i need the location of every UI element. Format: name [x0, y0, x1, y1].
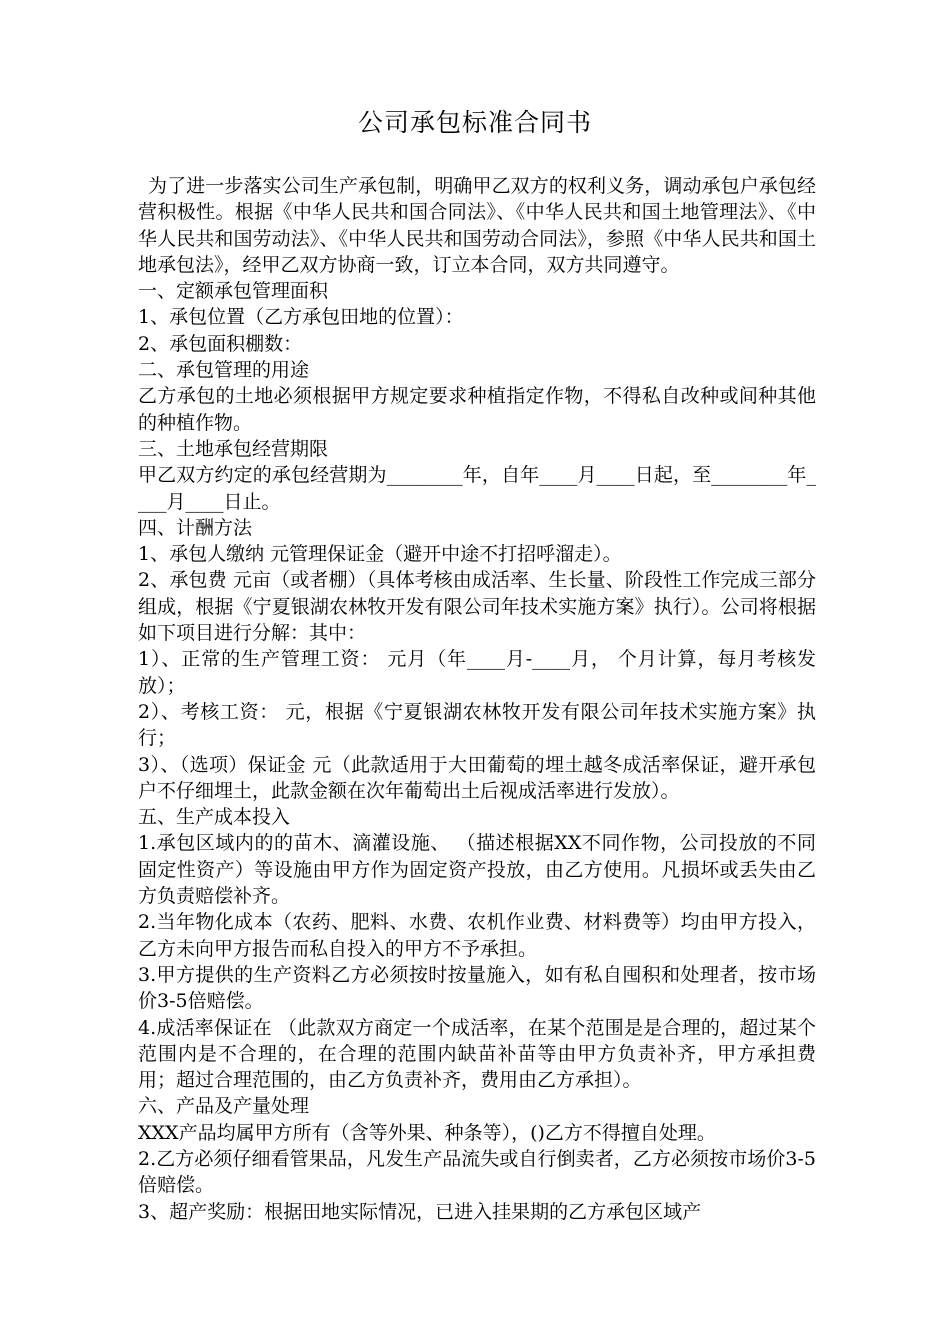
document-title: 公司承包标准合同书 — [357, 108, 592, 137]
clause-4-2: 2、承包费 元亩（或者棚）（具体考核由成活率、生长量、阶段性工作完成三部分组成，根据《宁夏银湖农林牧开发有限公司年技术实施方案》执行）。公司将根据如下项目进行分解：其中： — [138, 569, 816, 645]
clause-6-1: XXX产品均属甲方所有（含等外果、种条等），()乙方不得擅自处理。 — [138, 1121, 716, 1144]
section-heading-2: 二、承包管理的用途 — [138, 359, 310, 382]
clause-5-3: 3.甲方提供的生产资料乙方必须按时按量施入，如有私自囤积和处理者，按市场价3-5倍赔偿。 — [138, 963, 816, 1013]
clause-2-1: 乙方承包的土地必须根据甲方规定要求种植指定作物，不得私自改种或间种其他的种植作物。 — [138, 385, 816, 434]
clause-4-2-2: 2）、考核工资： 元，根据《宁夏银湖农林牧开发有限公司年技术实施方案》执行； — [138, 700, 816, 750]
document-body — [138, 173, 816, 1225]
clause-6-3: 3、超产奖励：根据田地实际情况，已进入挂果期的乙方承包区域产 — [138, 1200, 702, 1223]
clause-3-1: 甲乙双方约定的承包经营期为________年，自年____月____日起，至________年____月____日止。 — [138, 464, 816, 513]
clause-4-2-3: 3）、（选项）保证金 元（此款适用于大田葡萄的埋土越冬成活率保证，避开承包户不仔细埋土，此款金额在次年葡萄出土后视成活率进行发放）。 — [138, 753, 816, 802]
section-heading-6: 六、产品及产量处理 — [138, 1095, 310, 1118]
clause-1-1: 1、承包位置（乙方承包田地的位置）： — [138, 306, 464, 329]
clause-4-2-1: 1）、正常的生产管理工资： 元月（年____月-____月， 个月计算，每月考核发放）； — [138, 648, 816, 697]
clause-5-2: 2.当年物化成本（农药、肥料、水费、农机作业费、材料费等）均由甲方投入，乙方未向甲方报告而私自投入的甲方不予承担。 — [138, 911, 816, 960]
intro-paragraph: 为了进一步落实公司生产承包制，明确甲乙双方的权利义务，调动承包户承包经营积极性。根据《中华人民共和国合同法》、《中华人民共和国土地管理法》、《中华人民共和国劳动法》、《中华人民共和国劳动合同法》，参照《中华人民共和国土地承包法》，经甲乙双方协商一致，订立本合同，双方共同遵守。 — [138, 175, 816, 276]
section-heading-5: 五、生产成本投入 — [138, 806, 291, 829]
clause-1-2: 2、承包面积棚数： — [138, 332, 303, 355]
section-heading-1: 一、定额承包管理面积 — [138, 280, 329, 303]
clause-4-1: 1、承包人缴纳 元管理保证金（避开中途不打招呼溜走）。 — [138, 543, 622, 566]
section-heading-4: 四、计酬方法 — [138, 516, 253, 539]
clause-5-4: 4.成活率保证在 （此款双方商定一个成活率，在某个范围是是合理的，超过某个范围内是不合理的，在合理的范围内缺苗补苗等由甲方负责补齐，甲方承担费用；超过合理范围的，由乙方负责补齐，费用由乙方承担）。 — [138, 1016, 816, 1092]
clause-6-2: 2.乙方必须仔细看管果品，凡发生产品流失或自行倒卖者，乙方必须按市场价3-5倍赔偿。 — [138, 1147, 816, 1197]
section-heading-3: 三、土地承包经营期限 — [138, 437, 329, 460]
clause-5-1: 1.承包区域内的的苗木、滴灌设施、 （描述根据XX不同作物，公司投放的不同固定性资产）等设施由甲方作为固定资产投放，由乙方使用。凡损坏或丢失由乙方负责赔偿补齐。 — [138, 832, 816, 908]
